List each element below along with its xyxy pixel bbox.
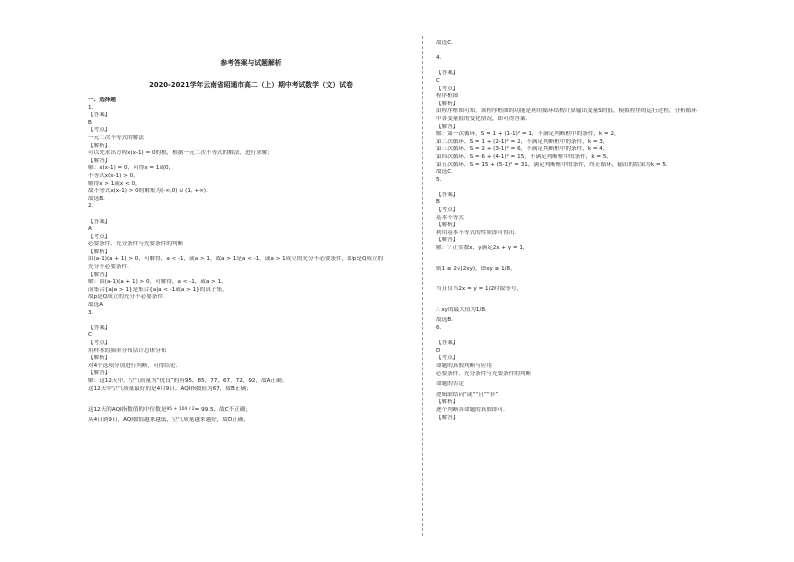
text-line xyxy=(88,211,414,219)
text-line: 故p是Q成立的充分不必要条件. xyxy=(88,294,165,301)
text-line: 【考点】 xyxy=(88,127,111,134)
text-line: 故不等式x(x-1) > 0的解集为(-∞,0) ∪ (1, +∞). xyxy=(88,188,208,195)
text-line: 3. xyxy=(88,309,94,316)
text-line: 故选B. xyxy=(436,317,453,324)
text-line: 【解答】 xyxy=(436,414,459,421)
text-line: 【考点】 xyxy=(88,233,111,240)
answer-heading: 参考答案与试题解析 xyxy=(220,59,282,67)
text-line: 必要条件、充分条件与充要条件的判断 xyxy=(436,370,532,377)
text-line: 不等式x(x-1) > 0， xyxy=(88,172,139,179)
text-line: 程序框图 xyxy=(436,93,459,100)
text-line: 【解答】 xyxy=(88,370,111,377)
median-fraction: 95 + 104 / 2 xyxy=(166,407,195,413)
text-line: 【解析】 xyxy=(436,100,459,107)
text-line: 解：由(a-1)(a + 1) > 0，可解得，a < -1，或a > 1， xyxy=(88,279,227,286)
median-line: 这12天的AQI指数值的中位数是95 + 104 / 2= 99.5，故C不正确； xyxy=(88,407,252,414)
text-line: 故选A xyxy=(88,302,104,309)
text-line: 【解析】 xyxy=(88,355,111,362)
text-line: 基本不等式 xyxy=(436,214,464,221)
text-line: 【解答】 xyxy=(436,123,459,130)
text-line: 【考点】 xyxy=(436,355,459,362)
text-line: 逻辑联结词“或”“且”“非” xyxy=(436,391,499,398)
text-line: 【答案】 xyxy=(436,70,459,77)
text-line: 中各变量值的变化情况，即可得答案. xyxy=(436,115,528,122)
text-line: 5. xyxy=(436,176,442,183)
text-line: 故选B. xyxy=(88,195,105,202)
text-line: 【答案】 xyxy=(436,191,459,198)
text-line: 一元二次不等式的解法 xyxy=(88,134,144,141)
text-line: 利用基本不等式的性质即可得出. xyxy=(436,229,517,236)
text-line xyxy=(436,333,762,341)
text-line xyxy=(436,184,762,192)
text-line: 解得x > 1或x < 0， xyxy=(88,180,141,187)
text-line: 从4日到9日，AQI数值越来越低，空气质量越来越好，故D正确， xyxy=(88,416,250,423)
text-line: 2. xyxy=(88,203,94,210)
text-line: 【考点】 xyxy=(436,207,459,214)
text-line: 逐个判断各命题的真假即可. xyxy=(436,406,505,413)
text-line: 4. xyxy=(436,55,442,62)
text-line: 第五次循环，S = 15 + (5-1)² = 31，满足判断框中的条件，终止循环，输出的结果为k = 5. xyxy=(436,161,668,168)
text-line xyxy=(436,63,762,71)
text-line: 第二次循环，S = 1 + (2-1)² = 2，不满足判断框中的条件，k = 3， xyxy=(436,138,609,145)
text-line: 【答案】 xyxy=(436,340,459,347)
text-line: B xyxy=(436,199,440,206)
text-line: B xyxy=(88,119,92,126)
text-line: 6. xyxy=(436,325,442,331)
text-line: 解：∵ 正实数x，y满足2x + y = 1， xyxy=(436,245,529,252)
text-line: 充分不必要条件. xyxy=(88,264,129,271)
text-line: 第四次循环，S = 6 + (4-1)² = 15，不满足判断框中的条件，k = 5， xyxy=(436,153,613,160)
text-line: 【解析】 xyxy=(436,399,459,406)
text-line: 【答案】 xyxy=(88,324,111,331)
text-line: 这12天中空气质量最好的是4月9日，AQI指数值为67，故B正确； xyxy=(88,385,252,392)
text-line: D xyxy=(436,347,441,354)
column-divider xyxy=(422,36,423,536)
text-line: C xyxy=(436,77,440,84)
text-line: 【解析】 xyxy=(88,248,111,255)
text-line: 故选C. xyxy=(436,169,453,176)
text-line: 【考点】 xyxy=(88,340,111,346)
text-line: 解：第一次循环，S = 1 + (1-1)² = 1，不满足判断框中的条件，k = 2， xyxy=(436,131,620,138)
text-line: 用样本的频率分布估计总体分布 xyxy=(88,347,167,354)
text-line: 则1 ≥ 2√(2xy)，即xy ≤ 1/8， xyxy=(436,265,516,272)
text-line: 第三次循环，S = 2 + (3-1)² = 6，不满足判断框中的条件，k = 4， xyxy=(436,146,609,153)
text-line xyxy=(436,48,762,56)
text-line: 解：这12天中，空气质量为“优良”的有95，85，77，67，72，92，故A正确； xyxy=(88,377,288,384)
text-line: 【解答】 xyxy=(88,271,111,278)
right-column xyxy=(436,40,762,422)
text-line: 【解析】 xyxy=(436,222,459,229)
text-line: 【答案】 xyxy=(88,112,111,119)
text-line: 对4个选项分别进行判断，可得结论. xyxy=(88,362,178,369)
text-line: 必要条件、充分条件与充要条件的判断 xyxy=(88,241,184,248)
text-line: 故选C. xyxy=(436,40,453,46)
text-line: 【解答】 xyxy=(436,237,459,244)
text-line xyxy=(88,317,414,325)
text-line: 【解析】 xyxy=(88,142,111,149)
text-line: 【解答】 xyxy=(88,157,111,164)
text-line: 【考点】 xyxy=(436,85,459,92)
text-line: 解：x(x-1) = 0，可得x = 1或0， xyxy=(88,165,175,172)
text-line: 命题的真假判断与应用 xyxy=(436,362,492,369)
text-line: 可以先求出方程x(x-1) = 0的根，根据一元二次不等式的解法，进行求解； xyxy=(88,150,273,157)
text-line: 命题的否定 xyxy=(436,381,464,388)
text-line: 1. xyxy=(88,104,94,111)
section-heading: 一、选择题 xyxy=(88,97,116,103)
text-line: C xyxy=(88,332,92,339)
text-line: 由程序框图可知，该程序框图的功能是利用循环结构计算输出变量S的值，模拟程序的运行过程，分析循环 xyxy=(436,108,697,115)
text-line: A xyxy=(88,226,92,233)
text-line: 当且仅当2x = y = 1/2时取等号， xyxy=(436,286,523,293)
text-line: 而集合{a|a > 1}是集合{a|a < -1或a > 1}的真子集， xyxy=(88,286,228,293)
text-line: 由(a-1)(a + 1) > 0，可解得，a < -1，或a > 1，故a > 1是a < -1，或a > 1成立的充分不必要条件，即p是Q成立的 xyxy=(88,256,384,263)
text-line: 【答案】 xyxy=(88,218,111,225)
text-line: ∴ xy的最大值为1/8. xyxy=(436,306,487,313)
exam-title: 2020-2021学年云南省昭通市高二（上）期中考试数学（文）试卷 xyxy=(149,81,353,89)
left-column xyxy=(88,97,414,424)
